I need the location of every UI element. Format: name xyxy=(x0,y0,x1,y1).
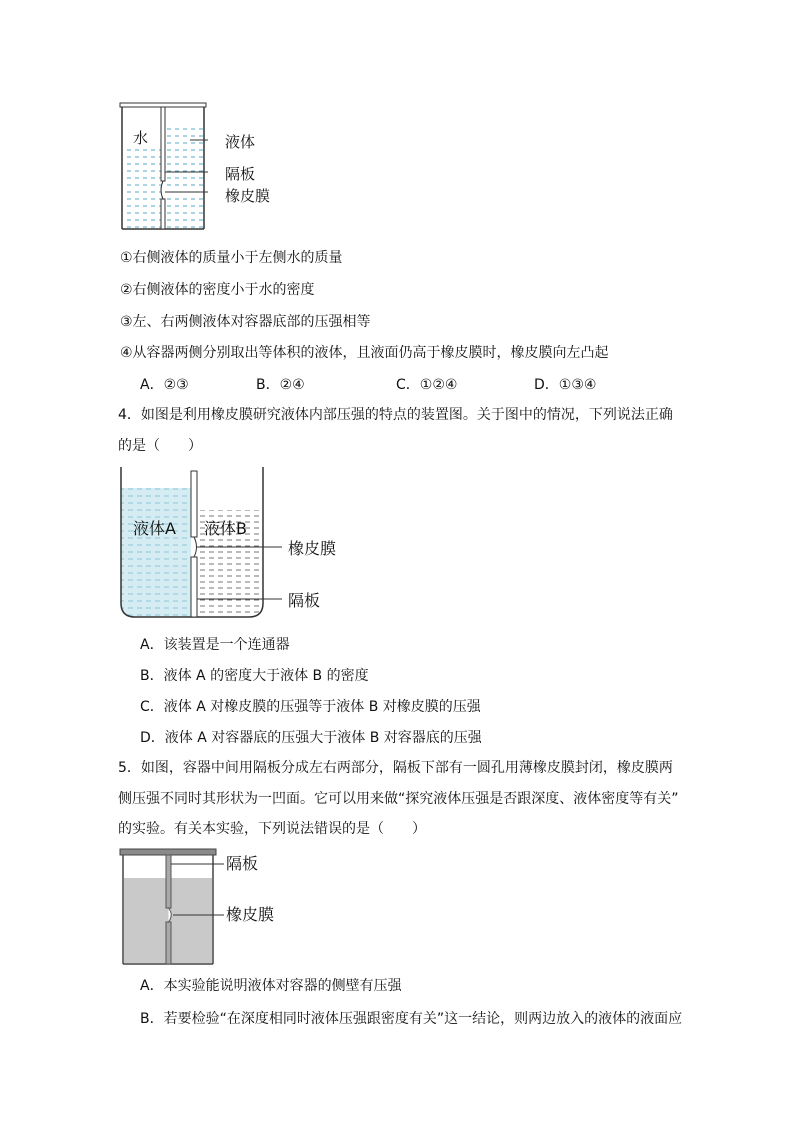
q4-label-liquid-a: 液体A xyxy=(133,519,176,538)
q4-label-partition: 隔板 xyxy=(288,591,321,610)
q3-statement-3: ③左、右两侧液体对容器底部的压强相等 xyxy=(120,314,371,330)
q3-label-liquid: 液体 xyxy=(225,133,256,151)
q5-option-b[interactable]: B．若要检验“在深度相同时液体压强跟密度有关”这一结论，则两边放入的液体的液面应 xyxy=(140,1011,683,1027)
q5-label-partition: 隔板 xyxy=(226,854,259,873)
q5-stem-line1: 5．如图，容器中间用隔板分成左右两部分，隔板下部有一圆孔用薄橡皮膜封闭，橡皮膜两 xyxy=(118,760,673,776)
q4-stem-line2: 的是（ ） xyxy=(118,438,202,454)
q3-statement-2: ②右侧液体的密度小于水的密度 xyxy=(120,282,315,298)
q4-label-membrane: 橡皮膜 xyxy=(288,539,337,558)
q4-label-liquid-b: 液体B xyxy=(204,519,247,538)
q3-option-a[interactable]: A．②③ xyxy=(140,377,189,393)
q3-label-membrane: 橡皮膜 xyxy=(225,187,271,205)
q5-stem-line3: 的实验。有关本实验，下列说法错误的是（ ） xyxy=(118,821,426,837)
q3-label-water: 水 xyxy=(133,129,149,147)
q3-statement-1: ①右侧液体的质量小于左侧水的质量 xyxy=(120,250,343,266)
q3-statement-4: ④从容器两侧分别取出等体积的液体，且液面仍高于橡皮膜时，橡皮膜向左凸起 xyxy=(120,345,609,361)
q3-option-c[interactable]: C．①②④ xyxy=(396,377,458,393)
q4-option-d[interactable]: D．液体 A 对容器底的压强大于液体 B 对容器底的压强 xyxy=(140,730,482,746)
q3-label-partition: 隔板 xyxy=(225,165,256,183)
q5-option-a[interactable]: A．本实验能说明液体对容器的侧壁有压强 xyxy=(140,978,402,994)
q4-option-c[interactable]: C．液体 A 对橡皮膜的压强等于液体 B 对橡皮膜的压强 xyxy=(140,699,481,715)
q4-stem-line1: 4．如图是利用橡皮膜研究液体内部压强的特点的装置图。关于图中的情况，下列说法正确 xyxy=(118,407,673,423)
q4-option-a[interactable]: A．该装置是一个连通器 xyxy=(140,637,290,653)
q4-option-b[interactable]: B．液体 A 的密度大于液体 B 的密度 xyxy=(140,668,369,684)
q5-label-membrane: 橡皮膜 xyxy=(226,905,275,924)
q5-stem-line2: 侧压强不同时其形状为一凹面。它可以用来做“探究液体压强是否跟深度、液体密度等有关” xyxy=(118,791,679,807)
q3-option-d[interactable]: D．①③④ xyxy=(534,377,597,393)
q3-option-b[interactable]: B．②④ xyxy=(256,377,305,393)
q3-figure xyxy=(118,98,208,233)
